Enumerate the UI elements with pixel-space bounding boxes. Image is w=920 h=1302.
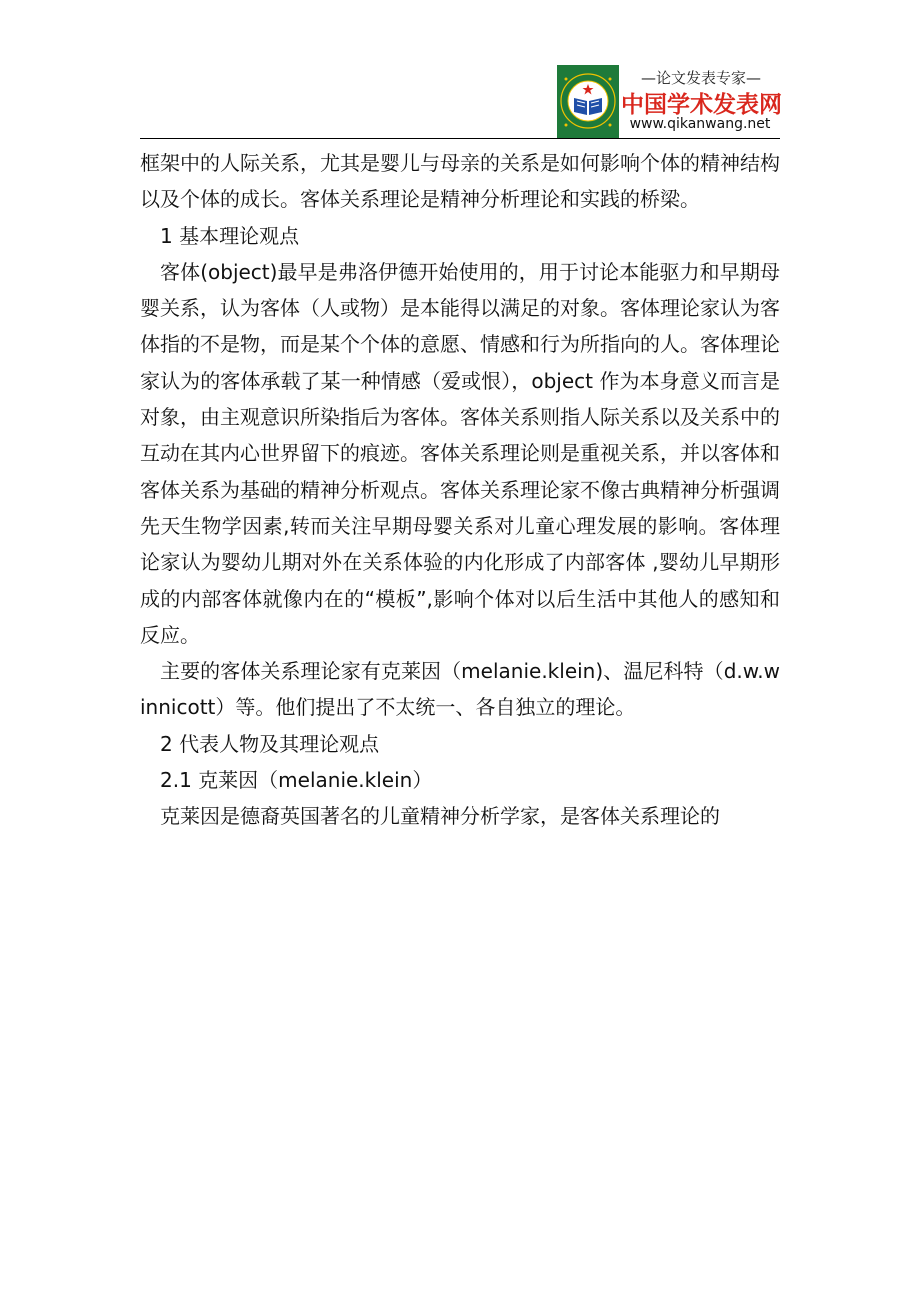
subsection-heading-2-1: 2.1 克莱因（melanie.klein）: [160, 768, 433, 793]
section-heading-1: 1 基本理论观点: [160, 223, 300, 248]
paragraph-object-definition: 客体(object)最早是弗洛伊德开始使用的，用于讨论本能驱力和早期母婴关系，认为客体（人或物）是本能得以满足的对象。客体理论家认为客体指的不是物，而是某个个体的意愿、情感和行为所指向的人。客体理论家认为的客体承载了某一种情感（爱或恨），object 作为本身意义而言是对象，由主观意识所染指后为客体。客体关系则指人际关系以及关系中的互动在其内心世界留下的痕迹。客体关系理论则是重视关系，并以客体和客体关系为基础的精神分析观点。客体关系理论家不像古典精神分析强调先天生物学因素,转而关注早期母婴关系对儿童心理发展的影响。客体理论家认为婴幼儿期对外在关系体验的内化形成了内部客体 ,婴幼儿早期形成的内部客体就像内在的“模板”,影响个体对以后生活中其他人的感知和反应。: [140, 259, 780, 647]
header-divider: [140, 138, 780, 139]
section-heading-2: 2 代表人物及其理论观点: [160, 731, 380, 756]
logo-text: [621, 65, 782, 138]
logo-slogan: —论文发表专家—: [640, 69, 761, 87]
paragraph-klein-intro: 克莱因是德裔英国著名的儿童精神分析学家，是客体关系理论的: [160, 804, 720, 829]
paragraph-theorists: 主要的客体关系理论家有克莱因（melanie.klein)、温尼科特（d.w.winnicott）等。他们提出了不太统一、各自独立的理论。: [140, 659, 780, 720]
publisher-logo: [557, 65, 782, 138]
seal-emblem-icon: [557, 65, 619, 138]
logo-brand-name: 中国学术发表网: [621, 92, 782, 118]
document-body: [140, 145, 780, 835]
paragraph-continuation: 框架中的人际关系，尤其是婴儿与母亲的关系是如何影响个体的精神结构以及个体的成长。客体关系理论是精神分析理论和实践的桥梁。: [140, 151, 780, 212]
logo-url: www.qikanwang.net: [629, 116, 771, 132]
